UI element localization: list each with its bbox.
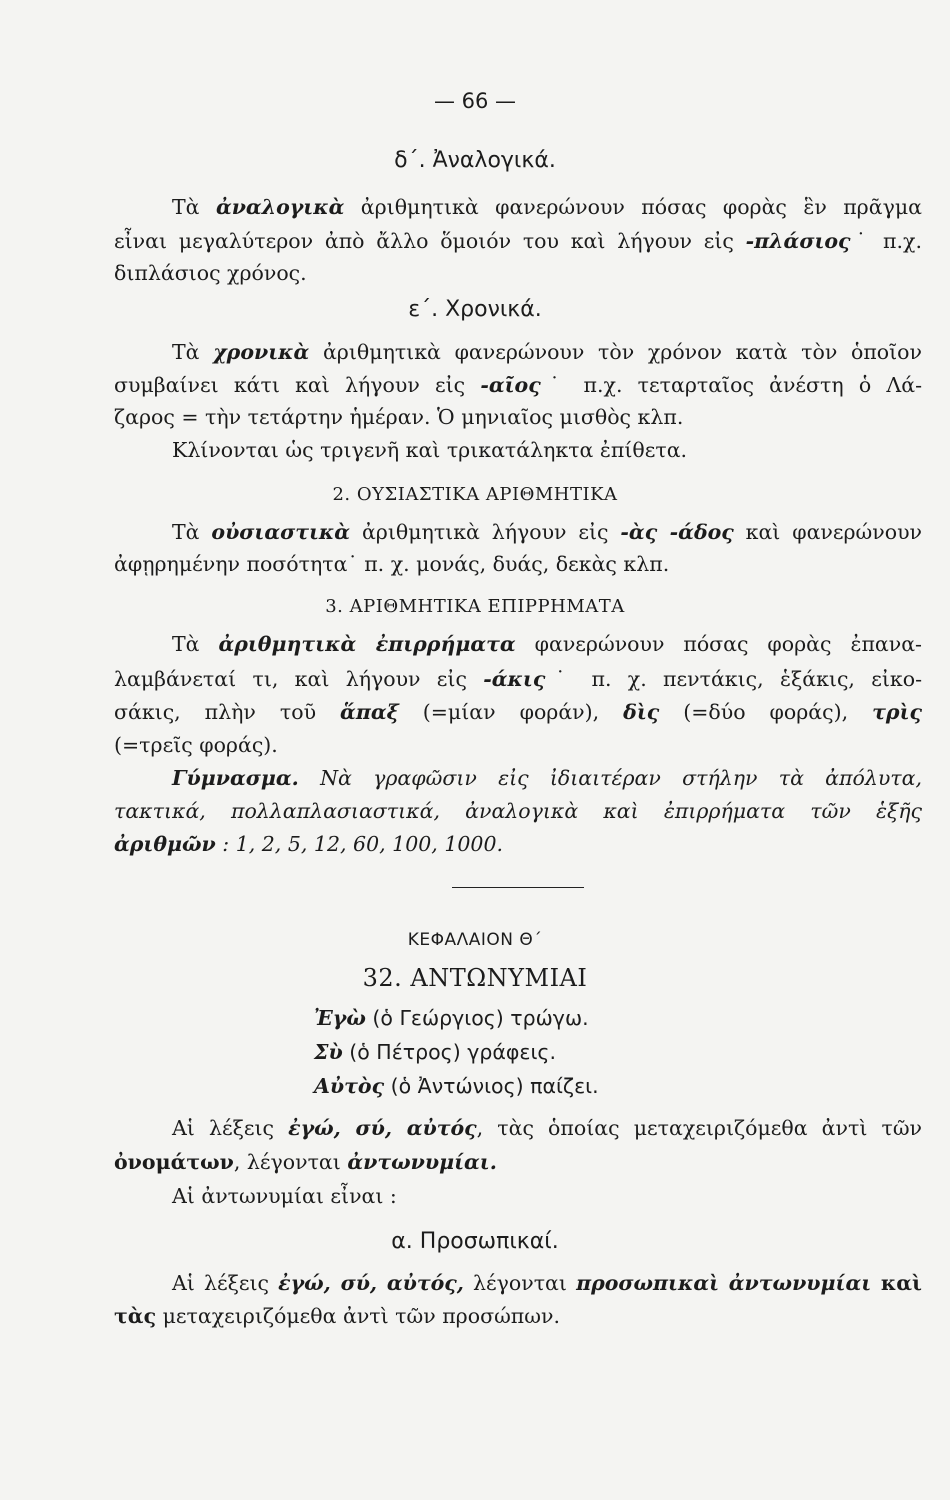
- exercise-line: τακτικά, πολλαπλασιαστικά, ἀναλογικὰ καὶ ἐπιρρήματα τῶν ἑξῆς: [114, 799, 922, 823]
- paragraph-line: Τὰ ἀριθμητικὰ ἐπιρρήματα φανερώνουν πόσας φορὰς ἐπανα-: [172, 632, 922, 656]
- example-line: Ἐγὼ (ὁ Γεώργιος) τρώγω.: [314, 1006, 589, 1030]
- example-line: Σὺ (ὁ Πέτρος) γράφεις.: [314, 1040, 556, 1064]
- paragraph-line: ἀφῃρημένην ποσότητα˙ π. χ. μονάς, δυάς, δεκὰς κλπ.: [114, 552, 670, 576]
- heading-chronika: ε΄. Χρονικά.: [408, 297, 542, 322]
- paragraph-line: Κλίνονται ὡς τριγενῆ καὶ τρικατάληκτα ἐπίθετα.: [172, 438, 688, 462]
- paragraph-line: Τὰ οὐσιαστικὰ ἀριθμητικὰ λήγουν εἰς -ὰς -άδος καὶ φανερώνουν: [172, 520, 922, 544]
- paragraph-line: (=τρεῖς φοράς).: [114, 733, 278, 757]
- exercise-line: Γύμνασμα. Νὰ γραφῶσιν εἰς ἰδιαιτέραν στήλην τὰ ἀπόλυτα,: [114, 763, 922, 793]
- heading-ousiastika: 2. ΟΥΣΙΑΣΤΙΚΑ ΑΡΙΘΜΗΤΙΚΑ: [332, 484, 618, 505]
- paragraph-line: συμβαίνει κάτι καὶ λήγουν εἰς -αῖος˙ π.χ. τεταρταῖος ἀνέστη ὁ Λά-: [114, 373, 923, 397]
- paragraph-line: Αἱ ἀντωνυμίαι εἶναι :: [172, 1184, 397, 1208]
- exercise-label: Γύμνασμα.: [172, 766, 299, 790]
- paragraph-line: Τὰ ἀναλογικὰ ἀριθμητικὰ φανερώνουν πόσας φορὰς ἓν πρᾶγμα: [172, 195, 922, 219]
- paragraph-line: εἶναι μεγαλύτερον ἀπὸ ἄλλο ὅμοιόν του καὶ λήγουν εἰς -πλάσιος˙ π.χ.: [114, 229, 922, 253]
- paragraph-line: τὰς μεταχειριζόμεθα ἀντὶ τῶν προσώπων.: [114, 1304, 560, 1328]
- paragraph-line: Αἱ λέξεις ἐγώ, σύ, αὐτός, λέγονται προσωπικαὶ ἀντωνυμίαι καὶ: [172, 1271, 922, 1295]
- page-number: — 66 —: [433, 89, 517, 113]
- example-line: Αὐτὸς (ὁ Ἀντώνιος) παίζει.: [314, 1074, 599, 1098]
- heading-analogika: δ΄. Ἀναλογικά.: [394, 148, 556, 173]
- paragraph-line: ζαρος = τὴν τετάρτην ἡμέραν. Ὁ μηνιαῖος μισθὸς κλπ.: [114, 405, 684, 429]
- heading-epirrhmata: 3. ΑΡΙΘΜΗΤΙΚΑ ΕΠΙΡΡΗΜΑΤΑ: [325, 596, 625, 617]
- exercise-line: ἀριθμῶν : 1, 2, 5, 12, 60, 100, 1000.: [114, 832, 504, 856]
- paragraph-line: ὀνομάτων, λέγονται ἀντωνυμίαι.: [114, 1150, 497, 1174]
- paragraph-line: διπλάσιος χρόνος.: [114, 261, 307, 285]
- chapter-title: ΚΕΦΑΛΑΙΟΝ Θ΄: [407, 930, 543, 950]
- paragraph-line: Αἱ λέξεις ἐγώ, σύ, αὐτός, τὰς ὁποίας μεταχειριζόμεθα ἀντὶ τῶν: [172, 1116, 922, 1140]
- paragraph-line: σάκις, πλὴν τοῦ ἅπαξ (=μίαν φοράν), δὶς (=δύο φοράς), τρὶς: [114, 700, 922, 724]
- section-divider: [452, 887, 584, 888]
- paragraph-line: Τὰ χρονικὰ ἀριθμητικὰ φανερώνουν τὸν χρόνον κατὰ τὸν ὁποῖον: [172, 340, 922, 364]
- heading-prosopikai: α. Προσωπικαί.: [391, 1229, 559, 1254]
- section-title: 32. ΑΝΤΩΝΥΜΙΑΙ: [362, 964, 588, 992]
- paragraph-line: λαμβάνεταί τι, καὶ λήγουν εἰς -άκις˙ π. χ. πεντάκις, ἑξάκις, εἰκο-: [114, 667, 922, 691]
